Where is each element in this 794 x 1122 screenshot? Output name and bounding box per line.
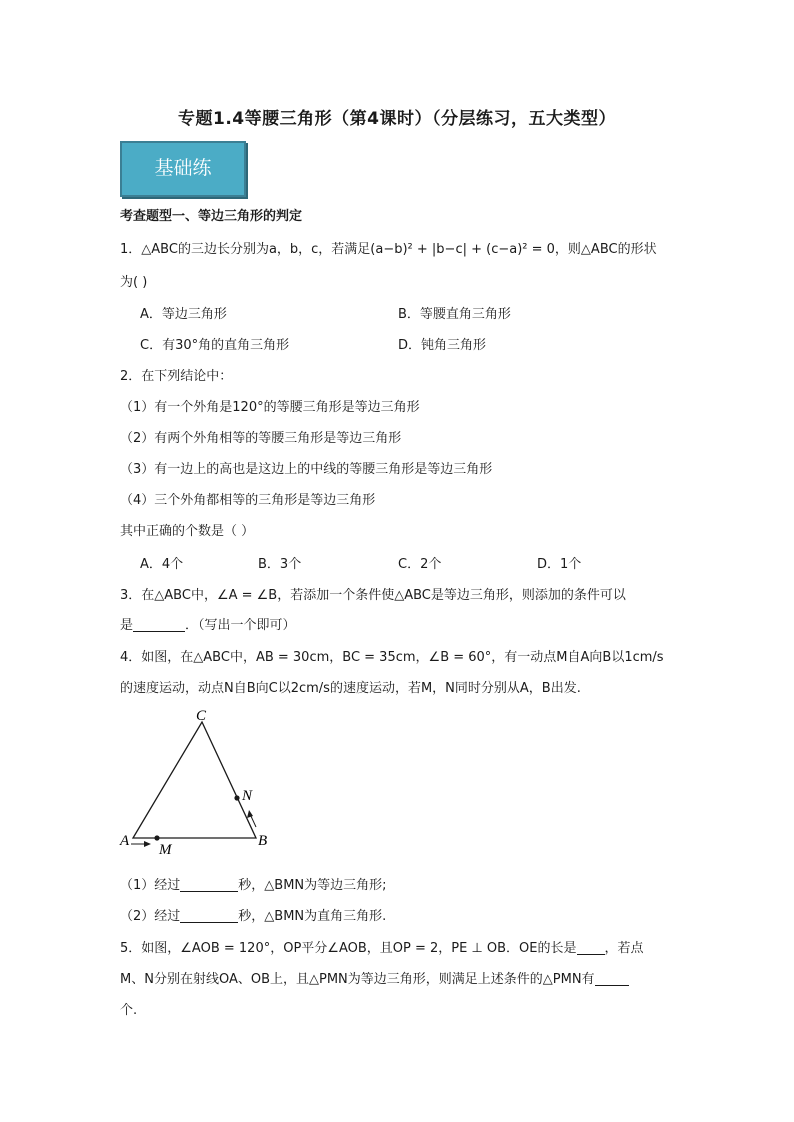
question-3 — [120, 584, 626, 603]
option-b: B．等腰直角三角形 — [398, 307, 511, 322]
answer-blank — [133, 617, 185, 632]
option-d: D．1个 — [537, 557, 582, 572]
question-number: 1． — [120, 242, 142, 257]
question-number: 3． — [120, 588, 142, 603]
question-4 — [120, 646, 664, 665]
question-1 — [120, 238, 657, 257]
question-2 — [120, 365, 232, 384]
label-c: C — [196, 708, 207, 724]
question-text: 如图，在△ABC中，AB = 30cm，BC = 35cm，∠B = 60°，有一动点M自A向B以1cm/s — [141, 650, 664, 665]
question-number: 2． — [120, 369, 142, 384]
point-n — [234, 795, 239, 800]
statement-4: （4）三个外角都相等的三角形是等边三角形 — [120, 493, 376, 508]
label-n: N — [242, 788, 253, 804]
answer-blank — [595, 971, 629, 986]
label-m: M — [159, 842, 172, 856]
page-title: 专题1.4等腰三角形（第4课时）（分层练习，五大类型） — [178, 109, 616, 129]
option-c: C．有30°角的直角三角形 — [140, 338, 290, 353]
answer-blank — [577, 940, 605, 955]
question-5-end: 个. — [120, 1003, 138, 1018]
option-b: B．3个 — [258, 557, 302, 572]
answer-blank — [180, 877, 238, 892]
question-5-continuation: M、N分别在射线OA、OB上，且△PMN为等边三角形，则满足上述条件的△PMN有 — [120, 968, 629, 987]
label-a: A — [120, 833, 130, 849]
question-text: △ABC的三边长分别为a，b，c，若满足(a−b)² + |b−c| + (c−a)² = 0，则△ABC的形状 — [141, 242, 657, 257]
question-4-part-2: （2）经过 秒，△BMN为直角三角形. — [120, 909, 387, 924]
question-number: 5． — [120, 941, 142, 956]
section-heading: 考查题型一、等边三角形的判定 — [120, 209, 303, 224]
statement-3: （3）有一边上的高也是这边上的中线的等腰三角形是等边三角形 — [120, 462, 493, 477]
option-d: D．钝角三角形 — [398, 338, 487, 353]
label-b: B — [258, 833, 268, 849]
question-number: 4． — [120, 650, 142, 665]
arrow-m-head — [144, 841, 151, 847]
question-5: 5．如图，∠AOB = 120°，OP平分∠AOB，且OP = 2，PE ⊥ OB．OE的长是 ，若点 — [120, 941, 644, 956]
option-a: A．等边三角形 — [140, 307, 227, 322]
statement-2: （2）有两个外角相等的等腰三角形是等边三角形 — [120, 431, 402, 446]
arrow-n-head — [247, 810, 253, 818]
option-a: A．4个 — [140, 557, 184, 572]
question-1-continuation: 为( ) — [120, 275, 148, 290]
question-4-continuation: 的速度运动，动点N自B向C以2cm/s的速度运动，若M，N同时分别从A，B出发. — [120, 681, 581, 696]
question-4-part-1: （1）经过 秒，△BMN为等边三角形; — [120, 878, 387, 893]
basic-practice-badge: 基础练 — [120, 141, 246, 197]
question-3-continuation: 是 ．（写出一个即可） — [120, 618, 296, 633]
question-2-prompt: 其中正确的个数是（ ） — [120, 524, 255, 539]
point-m — [154, 835, 159, 840]
triangle-abc — [133, 722, 256, 838]
answer-blank — [180, 908, 238, 923]
question-text: 如图，∠AOB = 120°，OP平分∠AOB，且OP = 2，PE ⊥ OB．OE的长是 — [141, 941, 577, 956]
option-c: C．2个 — [398, 557, 442, 572]
question-text: 在△ABC中，∠A = ∠B，若添加一个条件使△ABC是等边三角形，则添加的条件可以 — [141, 588, 626, 603]
statement-1: （1）有一个外角是120°的等腰三角形是等边三角形 — [120, 400, 420, 415]
question-text: 在下列结论中： — [141, 369, 233, 384]
triangle-figure — [118, 706, 278, 856]
